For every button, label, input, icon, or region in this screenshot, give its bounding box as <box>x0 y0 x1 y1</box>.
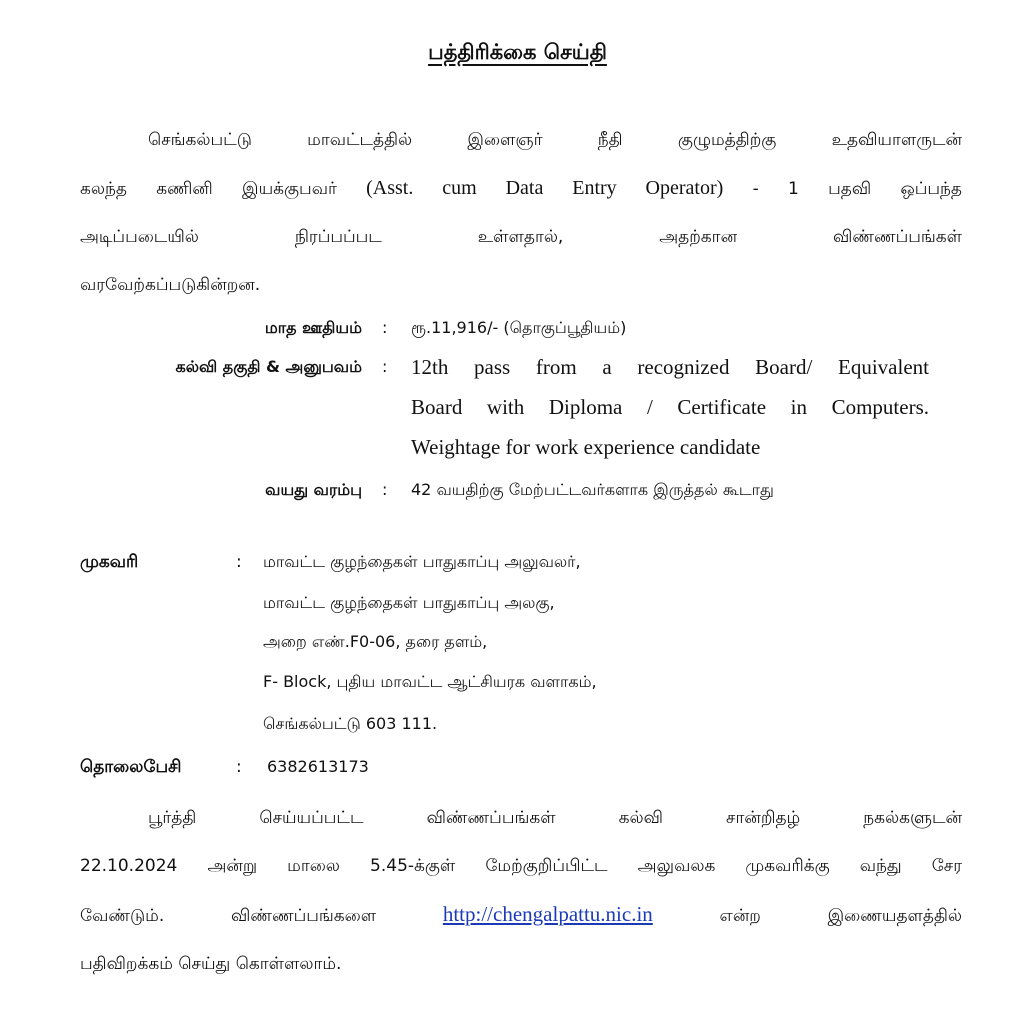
age-label: வயது வரம்பு <box>265 480 362 499</box>
address-line-4: F- Block, புதிய மாவட்ட ஆட்சியரக வளாகம், <box>263 672 597 691</box>
address-line-3: அறை எண்.F0-06, தரை தளம், <box>263 632 488 651</box>
address-label: முகவரி <box>80 552 139 572</box>
intro-line-2: கலந்த கணினி இயக்குபவர் (Asst. cum Data Entry Operator) - 1 பதவி ஒப்பந்த <box>80 177 962 199</box>
intro-line-4: வரவேற்கப்படுகின்றன. <box>80 275 261 295</box>
closing-line-3: வேண்டும். விண்ணப்பங்களை http://chengalpattu.nic.in என்ற இணையதளத்தில் <box>80 902 962 926</box>
qualification-line-2: Board with Diploma / Certificate in Computers. <box>411 395 929 419</box>
salary-value: ரூ.11,916/- (தொகுப்பூதியம்) <box>411 318 627 337</box>
phone-colon: : <box>236 757 242 777</box>
address-line-2: மாவட்ட குழந்தைகள் பாதுகாப்பு அலகு, <box>263 593 555 612</box>
age-row <box>0 480 1035 504</box>
age-value: 42 வயதிற்கு மேற்பட்டவர்களாக இருத்தல் கூடாது <box>411 480 774 499</box>
age-colon: : <box>382 480 388 499</box>
intro-line-1: செங்கல்பட்டு மாவட்டத்தில் இளைஞர் நீதி குழுமத்திற்கு உதவியாளருடன் <box>148 130 962 150</box>
website-link[interactable]: http://chengalpattu.nic.in <box>442 902 653 926</box>
intro-paragraph <box>80 116 962 309</box>
address-line-5: செங்கல்பட்டு 603 111. <box>263 714 438 733</box>
closing-line-4: பதிவிறக்கம் செய்து கொள்ளலாம். <box>80 954 342 974</box>
intro-line-3: அடிப்படையில் நிரப்பப்பட உள்ளதால், அதற்கான விண்ணப்பங்கள் <box>80 227 962 247</box>
closing-line-2: 22.10.2024 அன்று மாலை 5.45-க்குள் மேற்குறிப்பிட்ட அலுவலக முகவரிக்கு வந்து சேர <box>80 856 962 876</box>
address-colon: : <box>236 552 242 572</box>
qualification-row <box>0 355 1035 480</box>
page-title: பத்திரிக்கை செய்தி <box>428 40 607 64</box>
salary-label: மாத ஊதியம் <box>264 318 362 337</box>
salary-colon: : <box>382 318 388 337</box>
closing-paragraph <box>80 794 962 988</box>
address-line-1: மாவட்ட குழந்தைகள் பாதுகாப்பு அலுவலர், <box>263 552 581 571</box>
qualification-line-3: Weightage for work experience candidate <box>411 435 761 459</box>
phone-label: தொலைபேசி <box>80 757 182 777</box>
qualification-line-1: 12th pass from a recognized Board/ Equivalent <box>411 355 929 379</box>
qualification-label: கல்வி தகுதி & அனுபவம் <box>175 357 362 376</box>
salary-row <box>0 318 1035 342</box>
phone-value: 6382613173 <box>267 757 369 776</box>
qualification-colon: : <box>382 357 388 376</box>
closing-line-1: பூர்த்தி செய்யப்பட்ட விண்ணப்பங்கள் கல்வி சான்றிதழ் நகல்களுடன் <box>148 808 962 828</box>
qualification-value <box>411 347 929 467</box>
